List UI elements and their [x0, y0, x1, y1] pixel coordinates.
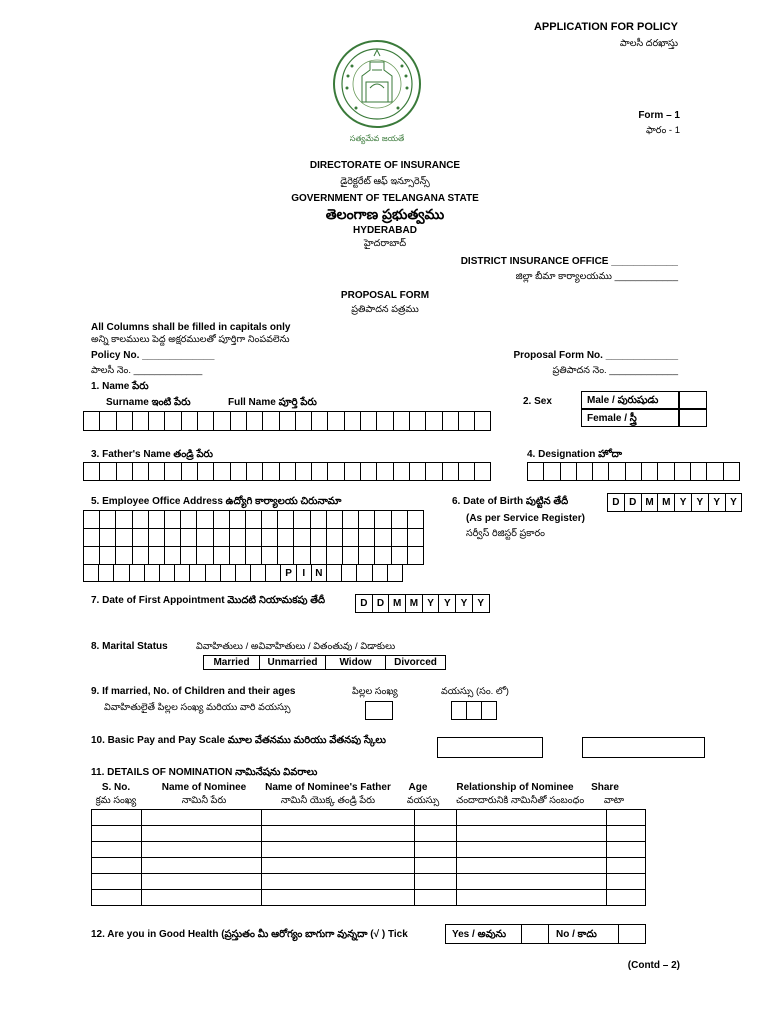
nomination-label: 11. DETAILS OF NOMINATION నామినేషను వివరాలు — [91, 767, 318, 778]
surname-label: Surname ఇంటి పేరు — [106, 397, 191, 408]
marital-te: వివాహితులు / అవివాహితులు / వితంతువు / విడాకులు — [196, 641, 396, 652]
address-cell[interactable] — [359, 529, 375, 547]
table-cell[interactable] — [92, 890, 142, 906]
table-row[interactable] — [92, 826, 646, 842]
address-cell[interactable] — [116, 529, 132, 547]
address-cell[interactable] — [132, 511, 148, 529]
instructions-te: అన్ని కాలములు పెద్ద అక్షరములతో పూర్తిగా నింపవలెను — [91, 334, 290, 345]
char-box[interactable] — [164, 411, 181, 431]
char-box[interactable] — [442, 411, 459, 431]
policy-no-en[interactable]: Policy No. _____________ — [91, 350, 215, 361]
address-cell[interactable] — [181, 547, 197, 565]
table-cell[interactable] — [262, 858, 415, 874]
char-box[interactable] — [674, 462, 691, 481]
marital-option[interactable]: Widow — [325, 655, 386, 670]
char-box[interactable] — [181, 462, 198, 481]
char-box[interactable] — [451, 701, 467, 720]
address-cell[interactable] — [375, 529, 391, 547]
table-row[interactable] — [92, 842, 646, 858]
char-box[interactable] — [625, 462, 642, 481]
directorate-te: డైరెక్టరేట్ ఆఫ్ ఇన్సూరెన్స్ — [340, 176, 430, 187]
char-box[interactable] — [344, 462, 361, 481]
dob-boxes[interactable] — [607, 493, 742, 512]
address-cell[interactable] — [100, 511, 116, 529]
table-row[interactable] — [92, 858, 646, 874]
pin-row[interactable] — [83, 564, 403, 582]
proposal-te: ప్రతిపాదన పత్రము — [351, 304, 419, 315]
table-cell[interactable] — [92, 842, 142, 858]
char-box[interactable] — [442, 462, 459, 481]
labelled-box[interactable]: M — [657, 493, 675, 512]
char-box[interactable] — [458, 462, 475, 481]
address-cell[interactable] — [197, 547, 213, 565]
table-cell[interactable] — [607, 890, 646, 906]
address-cell[interactable] — [278, 547, 294, 565]
char-box[interactable] — [344, 411, 361, 431]
table-cell[interactable] — [415, 858, 457, 874]
table-cell[interactable] — [457, 890, 607, 906]
char-box[interactable] — [99, 462, 116, 481]
table-cell[interactable] — [607, 842, 646, 858]
address-cell[interactable] — [359, 547, 375, 565]
table-cell[interactable] — [92, 874, 142, 890]
designation-label: 4. Designation హోదా — [527, 449, 623, 460]
proposal-no-te: ప్రతిపాదన నెం. _____________ — [552, 365, 678, 376]
address-cell[interactable] — [229, 547, 245, 565]
address-cell[interactable] — [326, 547, 342, 565]
address-cell[interactable] — [148, 547, 164, 565]
labelled-box[interactable]: D — [607, 493, 625, 512]
char-box[interactable] — [327, 411, 344, 431]
nom-col-father: Name of Nominee's Father — [265, 782, 391, 793]
address-cell[interactable] — [144, 564, 160, 582]
address-cell[interactable] — [326, 564, 342, 582]
address-cell[interactable] — [148, 511, 164, 529]
table-cell[interactable] — [92, 826, 142, 842]
char-box[interactable] — [295, 411, 312, 431]
char-box[interactable] — [608, 462, 625, 481]
children-label: 9. If married, No. of Children and their ages — [91, 686, 296, 697]
father-boxes[interactable] — [83, 462, 491, 481]
labelled-box[interactable]: D — [372, 594, 390, 613]
char-box[interactable] — [576, 462, 593, 481]
labelled-box[interactable]: Y — [438, 594, 456, 613]
char-box[interactable] — [99, 411, 116, 431]
char-box[interactable] — [409, 462, 426, 481]
address-cell[interactable] — [197, 529, 213, 547]
table-cell[interactable] — [415, 826, 457, 842]
char-box[interactable] — [83, 411, 100, 431]
char-box[interactable] — [181, 411, 198, 431]
table-cell[interactable] — [607, 858, 646, 874]
children-age-label: వయస్సు (సం. లో) — [441, 686, 509, 697]
table-cell[interactable] — [142, 826, 262, 842]
labelled-box[interactable]: Y — [725, 493, 743, 512]
address-cell[interactable] — [205, 564, 221, 582]
address-cell[interactable] — [181, 511, 197, 529]
sex-label: 2. Sex — [523, 396, 552, 407]
address-cell[interactable] — [341, 564, 357, 582]
address-cell[interactable] — [132, 547, 148, 565]
name-label: 1. Name పేరు — [91, 381, 149, 392]
address-cell[interactable] — [229, 529, 245, 547]
table-cell[interactable] — [92, 858, 142, 874]
table-cell[interactable] — [415, 890, 457, 906]
address-cell[interactable] — [132, 529, 148, 547]
pay-scale-box[interactable] — [582, 737, 705, 758]
table-cell[interactable] — [262, 890, 415, 906]
marital-label: 8. Marital Status — [91, 641, 168, 652]
char-box[interactable] — [246, 462, 263, 481]
table-cell[interactable] — [457, 810, 607, 826]
pin-label[interactable]: I — [296, 564, 312, 582]
address-cell[interactable] — [407, 547, 423, 565]
table-cell[interactable] — [262, 842, 415, 858]
address-cell[interactable] — [116, 511, 132, 529]
char-box[interactable] — [262, 462, 279, 481]
proposal-no-en[interactable]: Proposal Form No. _____________ — [513, 350, 678, 361]
table-cell[interactable] — [92, 810, 142, 826]
char-box[interactable] — [690, 462, 707, 481]
labelled-box[interactable]: M — [388, 594, 406, 613]
char-box[interactable] — [230, 462, 247, 481]
children-count-label: పిల్లల సంఖ్య — [352, 686, 398, 697]
char-box[interactable] — [723, 462, 740, 481]
appt-boxes[interactable] — [355, 594, 490, 613]
address-cell[interactable] — [148, 529, 164, 547]
address-cell[interactable] — [113, 564, 129, 582]
address-cell[interactable] — [83, 564, 99, 582]
char-box[interactable] — [262, 411, 279, 431]
char-box[interactable] — [458, 411, 475, 431]
table-cell[interactable] — [607, 874, 646, 890]
name-boxes[interactable] — [83, 411, 491, 431]
address-cell[interactable] — [359, 511, 375, 529]
marital-option[interactable]: Unmarried — [259, 655, 326, 670]
char-box[interactable] — [164, 462, 181, 481]
char-box[interactable] — [425, 411, 442, 431]
male-checkbox[interactable] — [679, 391, 707, 409]
char-box[interactable] — [279, 411, 296, 431]
address-label: 5. Employee Office Address ఉద్యోగి కార్యాలయ చిరునామా — [91, 496, 342, 507]
father-label: 3. Father's Name తండ్రి పేరు — [91, 449, 213, 460]
table-row[interactable] — [92, 874, 646, 890]
title-en: APPLICATION FOR POLICY — [533, 21, 678, 33]
govt-en: GOVERNMENT OF TELANGANA STATE — [291, 193, 479, 204]
policy-no-te: పాలసీ నెం. _____________ — [91, 365, 203, 376]
directorate-en: DIRECTORATE OF INSURANCE — [309, 160, 461, 171]
char-box[interactable] — [481, 701, 497, 720]
children-age-boxes[interactable] — [451, 701, 497, 720]
address-cell[interactable] — [245, 511, 261, 529]
dob-note: (As per Service Register) — [466, 513, 585, 524]
char-box[interactable] — [706, 462, 723, 481]
address-cell[interactable] — [84, 511, 100, 529]
address-cell[interactable] — [197, 511, 213, 529]
char-box[interactable] — [474, 462, 491, 481]
char-box[interactable] — [393, 462, 410, 481]
char-box[interactable] — [230, 411, 247, 431]
health-yes: Yes / అవును — [452, 929, 507, 940]
char-box[interactable] — [116, 462, 133, 481]
table-cell[interactable] — [262, 826, 415, 842]
address-cell[interactable] — [164, 547, 180, 565]
table-cell[interactable] — [607, 826, 646, 842]
table-cell[interactable] — [142, 890, 262, 906]
district-te: జిల్లా బీమా కార్యాలయము ____________ — [515, 271, 678, 282]
govt-te: తెలంగాణ ప్రభుత్వము — [325, 206, 445, 222]
address-cell[interactable] — [387, 564, 403, 582]
char-box[interactable] — [360, 411, 377, 431]
labelled-box[interactable]: D — [355, 594, 373, 613]
address-cell[interactable] — [294, 529, 310, 547]
char-box[interactable] — [466, 701, 482, 720]
table-cell[interactable] — [142, 858, 262, 874]
children-count-box[interactable] — [365, 701, 393, 720]
char-box[interactable] — [148, 462, 165, 481]
address-cell[interactable] — [84, 529, 100, 547]
title-te: పాలసీ దరఖాస్తు — [619, 38, 678, 49]
form-no-en: Form – 1 — [638, 110, 680, 121]
nomination-table[interactable] — [91, 809, 646, 906]
char-box[interactable] — [543, 462, 560, 481]
address-cell[interactable] — [164, 529, 180, 547]
labelled-box[interactable]: Y — [422, 594, 440, 613]
address-cell[interactable] — [372, 564, 388, 582]
char-box[interactable] — [279, 462, 296, 481]
address-cell[interactable] — [343, 547, 359, 565]
table-cell[interactable] — [457, 826, 607, 842]
address-cell[interactable] — [250, 564, 266, 582]
table-cell[interactable] — [142, 842, 262, 858]
fullname-label: Full Name పూర్తి పేరు — [228, 397, 317, 408]
address-cell[interactable] — [213, 529, 229, 547]
char-box[interactable] — [213, 411, 230, 431]
address-cell[interactable] — [407, 529, 423, 547]
health-no: No / కాదు — [556, 929, 597, 940]
address-cell[interactable] — [181, 529, 197, 547]
address-cell[interactable] — [262, 547, 278, 565]
address-cell[interactable] — [159, 564, 175, 582]
address-cell[interactable] — [100, 529, 116, 547]
nom-col-sno: S. No. — [101, 782, 131, 793]
table-row[interactable] — [92, 890, 646, 906]
labelled-box[interactable]: Y — [472, 594, 490, 613]
char-box[interactable] — [327, 462, 344, 481]
marital-option[interactable]: Divorced — [385, 655, 446, 670]
char-box[interactable] — [474, 411, 491, 431]
char-box[interactable] — [83, 462, 100, 481]
table-cell[interactable] — [415, 874, 457, 890]
seal-motto: సత్యమేవ జయతే — [349, 134, 405, 143]
address-cell[interactable] — [391, 547, 407, 565]
address-cell[interactable] — [100, 547, 116, 565]
table-cell[interactable] — [415, 842, 457, 858]
pay-label: 10. Basic Pay and Pay Scale మూల వేతనము మరియు వేతనపు స్కేలు — [91, 735, 386, 746]
health-label: 12. Are you in Good Health (ప్రస్తుతం మీ ఆరోగ్యం బాగుగా వున్నదా (√ ) Tick — [91, 929, 408, 940]
address-cell[interactable] — [220, 564, 236, 582]
nom-col-age: Age — [408, 782, 428, 793]
address-cell[interactable] — [375, 547, 391, 565]
appt-label: 7. Date of First Appointment మొదటి నియామకపు తేదీ — [91, 595, 326, 606]
pin-label[interactable]: P — [280, 564, 296, 582]
city-en: HYDERABAD — [353, 225, 417, 236]
table-cell[interactable] — [457, 842, 607, 858]
female-checkbox[interactable] — [679, 409, 707, 427]
address-cell[interactable] — [375, 511, 391, 529]
address-cell[interactable] — [326, 511, 342, 529]
address-cell[interactable] — [84, 547, 100, 565]
char-box[interactable] — [657, 462, 674, 481]
state-emblem — [326, 36, 428, 148]
table-cell[interactable] — [607, 810, 646, 826]
char-box[interactable] — [376, 411, 393, 431]
nom-col-share: Share — [591, 782, 619, 793]
char-box[interactable] — [246, 411, 263, 431]
address-cell[interactable] — [326, 529, 342, 547]
address-cell[interactable] — [310, 547, 326, 565]
city-te: హైదరాబాద్ — [363, 238, 407, 249]
labelled-box[interactable]: Y — [708, 493, 726, 512]
address-cell[interactable] — [213, 511, 229, 529]
char-box[interactable] — [197, 411, 214, 431]
address-cell[interactable] — [391, 529, 407, 547]
address-cell[interactable] — [245, 547, 261, 565]
table-cell[interactable] — [142, 810, 262, 826]
marital-option[interactable]: Married — [203, 655, 260, 670]
health-yes-checkbox[interactable] — [521, 924, 549, 944]
char-box[interactable] — [213, 462, 230, 481]
address-cell[interactable] — [235, 564, 251, 582]
marital-options[interactable] — [203, 655, 446, 670]
table-cell[interactable] — [262, 810, 415, 826]
char-box[interactable] — [393, 411, 410, 431]
table-cell[interactable] — [262, 874, 415, 890]
char-box[interactable] — [560, 462, 577, 481]
address-cell[interactable] — [343, 511, 359, 529]
table-cell[interactable] — [457, 874, 607, 890]
table-cell[interactable] — [457, 858, 607, 874]
address-cell[interactable] — [129, 564, 145, 582]
address-cell[interactable] — [294, 511, 310, 529]
char-box[interactable] — [132, 462, 149, 481]
address-grid[interactable] — [83, 510, 424, 565]
form-no-te: ఫారం - 1 — [646, 125, 680, 136]
address-cell[interactable] — [189, 564, 205, 582]
address-cell[interactable] — [294, 547, 310, 565]
char-box[interactable] — [409, 411, 426, 431]
char-box[interactable] — [527, 462, 544, 481]
address-cell[interactable] — [278, 529, 294, 547]
address-cell[interactable] — [229, 511, 245, 529]
dob-label: 6. Date of Birth పుట్టిన తేదీ — [452, 496, 569, 507]
health-no-checkbox[interactable] — [618, 924, 646, 944]
designation-boxes[interactable] — [527, 462, 740, 481]
sex-male: Male / పురుషుడు — [587, 395, 659, 406]
address-cell[interactable] — [407, 511, 423, 529]
address-cell[interactable] — [245, 529, 261, 547]
address-cell[interactable] — [164, 511, 180, 529]
address-cell[interactable] — [278, 511, 294, 529]
sex-female: Female / స్త్రీ — [587, 413, 637, 424]
char-box[interactable] — [641, 462, 658, 481]
char-box[interactable] — [148, 411, 165, 431]
address-cell[interactable] — [213, 547, 229, 565]
char-box[interactable] — [376, 462, 393, 481]
contd-label: (Contd – 2) — [627, 960, 680, 971]
address-cell[interactable] — [343, 529, 359, 547]
instructions-en: All Columns shall be filled in capitals only — [91, 322, 291, 333]
address-cell[interactable] — [310, 529, 326, 547]
char-box[interactable] — [132, 411, 149, 431]
labelled-box[interactable]: Y — [674, 493, 692, 512]
nom-col-relation: Relationship of Nominee — [456, 782, 574, 793]
char-box[interactable] — [295, 462, 312, 481]
address-cell[interactable] — [356, 564, 372, 582]
labelled-box[interactable]: D — [624, 493, 642, 512]
children-te: వివాహితులైతే పిల్లల సంఖ్య మరియు వారి వయస్సు — [104, 702, 291, 713]
address-cell[interactable] — [262, 511, 278, 529]
char-box[interactable] — [425, 462, 442, 481]
nom-col-name: Name of Nominee — [161, 782, 247, 793]
labelled-box[interactable]: M — [405, 594, 423, 613]
pin-label[interactable]: N — [311, 564, 327, 582]
address-cell[interactable] — [174, 564, 190, 582]
dob-note-te: సర్వీస్ రిజిస్టర్ ప్రకారం — [466, 528, 545, 539]
address-cell[interactable] — [262, 529, 278, 547]
char-box[interactable] — [360, 462, 377, 481]
district-en: DISTRICT INSURANCE OFFICE ____________ — [460, 256, 678, 267]
char-box[interactable] — [311, 462, 328, 481]
table-row[interactable] — [92, 810, 646, 826]
basic-pay-box[interactable] — [437, 737, 543, 758]
labelled-box[interactable]: M — [641, 493, 659, 512]
table-cell[interactable] — [415, 810, 457, 826]
char-box[interactable] — [592, 462, 609, 481]
labelled-box[interactable]: Y — [691, 493, 709, 512]
address-cell[interactable] — [310, 511, 326, 529]
labelled-box[interactable]: Y — [455, 594, 473, 613]
proposal-en: PROPOSAL FORM — [340, 290, 430, 301]
char-box[interactable] — [197, 462, 214, 481]
address-cell[interactable] — [391, 511, 407, 529]
address-cell[interactable] — [265, 564, 281, 582]
address-cell[interactable] — [116, 547, 132, 565]
address-cell[interactable] — [98, 564, 114, 582]
table-cell[interactable] — [142, 874, 262, 890]
char-box[interactable] — [311, 411, 328, 431]
char-box[interactable] — [116, 411, 133, 431]
